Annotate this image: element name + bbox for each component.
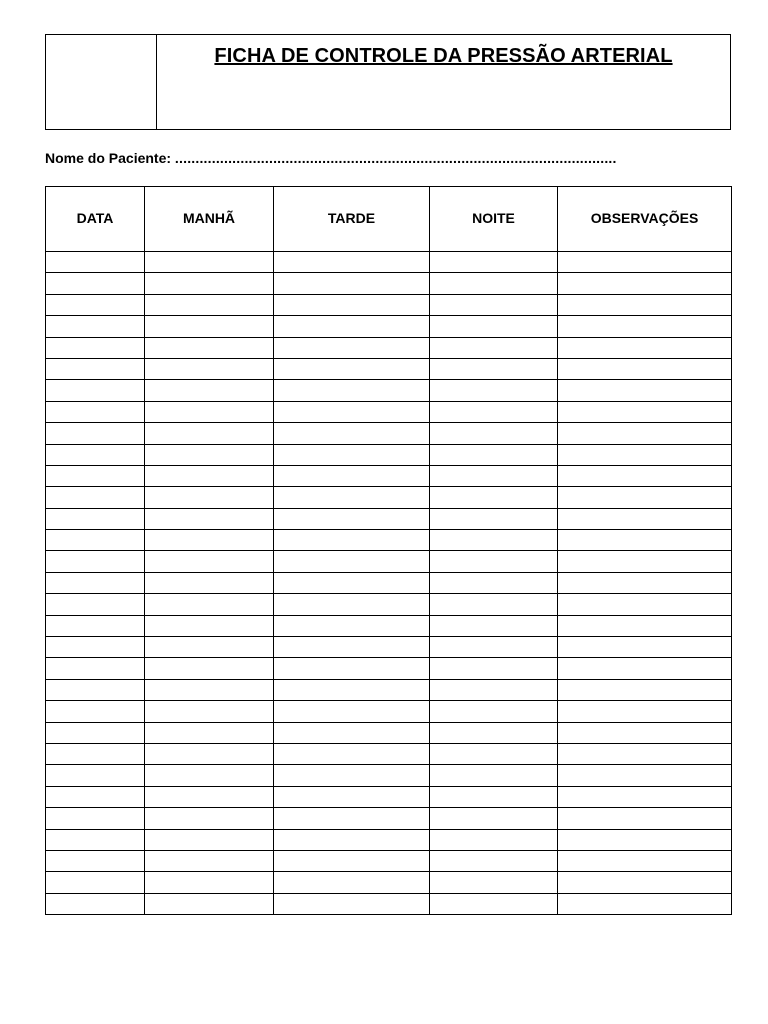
table-cell[interactable] [430,423,558,444]
table-cell[interactable] [145,423,274,444]
column-header-noite: NOITE [430,187,558,252]
table-cell[interactable] [430,252,558,273]
table-cell[interactable] [274,401,430,422]
table-cell[interactable] [46,316,145,337]
table-cell[interactable] [46,358,145,379]
table-cell[interactable] [46,658,145,679]
table-cell[interactable] [558,551,732,572]
table-cell[interactable] [430,658,558,679]
table-cell[interactable] [430,829,558,850]
table-cell[interactable] [46,893,145,914]
table-cell[interactable] [558,786,732,807]
table-cell[interactable] [145,872,274,893]
table-cell[interactable] [274,893,430,914]
table-cell[interactable] [430,401,558,422]
table-cell[interactable] [558,401,732,422]
logo-cell [46,35,157,129]
table-cell[interactable] [46,572,145,593]
table-cell[interactable] [274,637,430,658]
table-cell[interactable] [430,765,558,786]
table-cell[interactable] [558,808,732,829]
table-cell[interactable] [430,637,558,658]
table-cell[interactable] [145,765,274,786]
table-cell[interactable] [274,316,430,337]
table-cell[interactable] [46,444,145,465]
table-body [46,252,732,915]
table-row [46,786,732,807]
table-cell[interactable] [558,487,732,508]
table-cell[interactable] [430,808,558,829]
table-cell[interactable] [274,358,430,379]
table-cell[interactable] [558,273,732,294]
table-cell[interactable] [274,722,430,743]
table-row [46,465,732,486]
table-row [46,294,732,315]
table-cell[interactable] [274,530,430,551]
table-row [46,658,732,679]
table-cell[interactable] [430,679,558,700]
table-cell[interactable] [430,358,558,379]
patient-name-label: Nome do Paciente: [45,150,172,166]
table-row [46,872,732,893]
table-row [46,765,732,786]
table-row [46,572,732,593]
table-cell[interactable] [145,893,274,914]
table-cell[interactable] [558,252,732,273]
table-cell[interactable] [145,358,274,379]
table-cell[interactable] [46,765,145,786]
column-header-observacoes: OBSERVAÇÕES [558,187,732,252]
table-cell[interactable] [430,337,558,358]
table-cell[interactable] [430,850,558,871]
table-cell[interactable] [145,808,274,829]
table-cell[interactable] [430,530,558,551]
table-cell[interactable] [145,594,274,615]
table-row [46,850,732,871]
table-cell[interactable] [430,701,558,722]
table-cell[interactable] [558,637,732,658]
table-cell[interactable] [145,722,274,743]
table-cell[interactable] [274,551,430,572]
table-cell[interactable] [558,316,732,337]
table-cell[interactable] [274,850,430,871]
table-cell[interactable] [145,551,274,572]
table-cell[interactable] [145,465,274,486]
table-cell[interactable] [430,722,558,743]
table-cell[interactable] [145,786,274,807]
table-cell[interactable] [46,401,145,422]
table-cell[interactable] [430,743,558,764]
table-row [46,722,732,743]
table-cell[interactable] [274,808,430,829]
table-row [46,743,732,764]
patient-name-field[interactable]: ............................................................................................................ [174,150,617,166]
table-cell[interactable] [558,380,732,401]
table-cell[interactable] [558,829,732,850]
table-cell[interactable] [558,465,732,486]
table-cell[interactable] [430,551,558,572]
table-cell[interactable] [430,294,558,315]
table-cell[interactable] [145,337,274,358]
table-cell[interactable] [46,743,145,764]
table-cell[interactable] [274,658,430,679]
table-cell[interactable] [145,530,274,551]
table-cell[interactable] [558,337,732,358]
table-cell[interactable] [274,444,430,465]
table-cell[interactable] [430,465,558,486]
table-row [46,594,732,615]
table-cell[interactable] [46,423,145,444]
table-cell[interactable] [274,572,430,593]
table-cell[interactable] [145,829,274,850]
table-cell[interactable] [46,551,145,572]
table-cell[interactable] [145,380,274,401]
table-row [46,679,732,700]
table-cell[interactable] [46,273,145,294]
table-row [46,637,732,658]
table-cell[interactable] [46,508,145,529]
table-cell[interactable] [274,465,430,486]
table-cell[interactable] [274,786,430,807]
table-row [46,423,732,444]
table-cell[interactable] [274,337,430,358]
column-header-manha: MANHÃ [145,187,274,252]
table-cell[interactable] [274,423,430,444]
table-cell[interactable] [145,252,274,273]
table-cell[interactable] [274,487,430,508]
table-cell[interactable] [145,637,274,658]
table-cell[interactable] [46,487,145,508]
table-cell[interactable] [145,572,274,593]
table-cell[interactable] [46,337,145,358]
table-cell[interactable] [145,401,274,422]
table-cell[interactable] [558,423,732,444]
table-cell[interactable] [145,701,274,722]
table-header-row [46,187,732,252]
table-cell[interactable] [558,594,732,615]
table-cell[interactable] [145,743,274,764]
table-cell[interactable] [46,679,145,700]
table-row [46,530,732,551]
table-cell[interactable] [558,850,732,871]
table-cell[interactable] [46,380,145,401]
table-cell[interactable] [46,615,145,636]
table-cell[interactable] [558,615,732,636]
table-row [46,401,732,422]
table-cell[interactable] [145,273,274,294]
table-cell[interactable] [558,679,732,700]
table-row [46,444,732,465]
table-cell[interactable] [145,508,274,529]
page-title: FICHA DE CONTROLE DA PRESSÃO ARTERIAL [214,45,673,67]
table-cell[interactable] [430,872,558,893]
table-cell[interactable] [274,252,430,273]
table-cell[interactable] [145,658,274,679]
table-cell[interactable] [274,701,430,722]
table-row [46,358,732,379]
table-cell[interactable] [274,273,430,294]
table-row [46,273,732,294]
table-cell[interactable] [430,316,558,337]
table-cell[interactable] [430,380,558,401]
table-row [46,316,732,337]
table-cell[interactable] [145,850,274,871]
table-cell[interactable] [558,658,732,679]
table-cell[interactable] [145,444,274,465]
column-header-data: DATA [46,187,145,252]
table-cell[interactable] [145,487,274,508]
column-header-tarde: TARDE [274,187,430,252]
table-row [46,808,732,829]
table-cell[interactable] [46,637,145,658]
table-cell[interactable] [46,701,145,722]
table-cell[interactable] [274,765,430,786]
table-cell[interactable] [274,380,430,401]
table-cell[interactable] [46,850,145,871]
table-cell[interactable] [558,530,732,551]
table-cell[interactable] [46,786,145,807]
table-row [46,893,732,914]
table-row [46,829,732,850]
table-cell[interactable] [558,743,732,764]
table-cell[interactable] [558,893,732,914]
table-cell[interactable] [558,294,732,315]
table-cell[interactable] [274,615,430,636]
table-cell[interactable] [274,508,430,529]
table-cell[interactable] [430,786,558,807]
table-cell[interactable] [274,743,430,764]
table-cell[interactable] [430,273,558,294]
table-cell[interactable] [145,615,274,636]
table-cell[interactable] [430,444,558,465]
table-cell[interactable] [46,722,145,743]
table-cell[interactable] [274,594,430,615]
table-cell[interactable] [145,316,274,337]
table-cell[interactable] [558,444,732,465]
table-cell[interactable] [430,487,558,508]
table-cell[interactable] [430,893,558,914]
table-cell[interactable] [558,358,732,379]
table-cell[interactable] [46,530,145,551]
table-row [46,551,732,572]
table-cell[interactable] [46,465,145,486]
table-cell[interactable] [274,829,430,850]
table-cell[interactable] [558,508,732,529]
table-cell[interactable] [430,594,558,615]
table-cell[interactable] [274,679,430,700]
table-cell[interactable] [46,294,145,315]
table-cell[interactable] [558,722,732,743]
table-row [46,508,732,529]
table-row [46,487,732,508]
table-cell[interactable] [430,615,558,636]
pressure-log-table [45,186,732,915]
table-row [46,337,732,358]
table-cell[interactable] [558,872,732,893]
table-cell[interactable] [274,872,430,893]
table-row [46,615,732,636]
table-cell[interactable] [145,294,274,315]
table-cell[interactable] [46,829,145,850]
table-row [46,380,732,401]
patient-name-line [45,150,735,166]
table-cell[interactable] [145,679,274,700]
table-row [46,252,732,273]
table-cell[interactable] [430,572,558,593]
table-cell[interactable] [46,594,145,615]
table-cell[interactable] [430,508,558,529]
table-cell[interactable] [558,765,732,786]
table-cell[interactable] [558,701,732,722]
header-box [45,34,731,130]
table-row [46,701,732,722]
table-cell[interactable] [558,572,732,593]
table-cell[interactable] [46,252,145,273]
table-cell[interactable] [46,872,145,893]
table-cell[interactable] [46,808,145,829]
table-cell[interactable] [274,294,430,315]
